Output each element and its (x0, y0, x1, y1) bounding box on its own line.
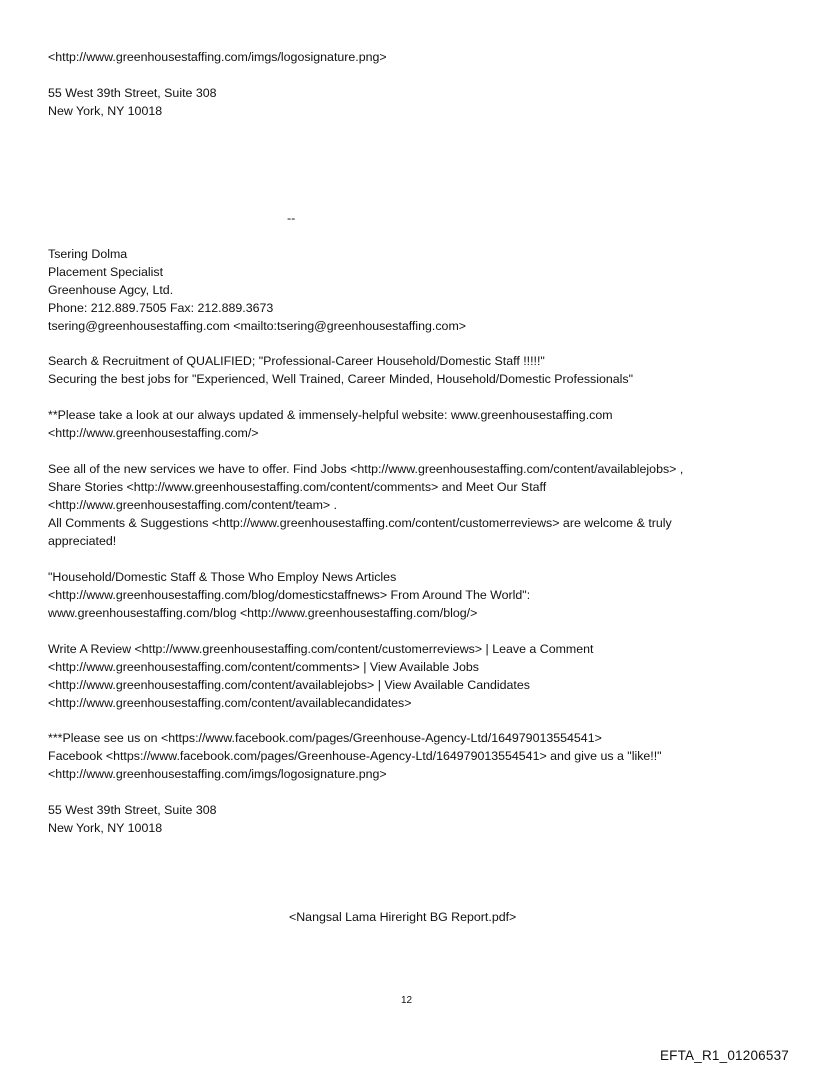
facebook-line-1: ***Please see us on <https://www.facebook.com/pages/Greenhouse-Agency-Ltd/164979013554541> (48, 731, 602, 745)
logo-link-text: <http://www.greenhousestaffing.com/imgs/logosignature.png> (48, 50, 387, 64)
tagline-line-2: Securing the best jobs for "Experienced, Well Trained, Career Minded, Household/Domestic Professionals" (48, 372, 634, 386)
links-line-4: <http://www.greenhousestaffing.com/content/availablecandidates> (48, 696, 412, 710)
signature-email: tsering@greenhousestaffing.com <mailto:tsering@greenhousestaffing.com> (48, 319, 466, 333)
signature-phone-fax: Phone: 212.889.7505 Fax: 212.889.3673 (48, 301, 274, 315)
tagline-line-1: Search & Recruitment of QUALIFIED; "Professional-Career Household/Domestic Staff !!!!!" (48, 354, 545, 368)
signature-name: Tsering Dolma (48, 247, 128, 261)
signature-separator: -- (287, 211, 296, 225)
attachment-name: <Nangsal Lama Hireright BG Report.pdf> (289, 910, 517, 924)
document-id-footer: EFTA_R1_01206537 (659, 1048, 789, 1063)
services-line-5: appreciated! (48, 534, 117, 548)
facebook-line-3: <http://www.greenhousestaffing.com/imgs/logosignature.png> (48, 767, 387, 781)
address-line-2: New York, NY 10018 (48, 104, 163, 118)
website-line-2: <http://www.greenhousestaffing.com/> (48, 426, 259, 440)
news-line-1: "Household/Domestic Staff & Those Who Employ News Articles (48, 570, 397, 584)
bottom-address-line-2: New York, NY 10018 (48, 821, 163, 835)
signature-title: Placement Specialist (48, 265, 164, 279)
news-line-2: <http://www.greenhousestaffing.com/blog/domesticstaffnews> From Around The World": (48, 588, 531, 602)
services-line-4: All Comments & Suggestions <http://www.greenhousestaffing.com/content/customerreviews> are welcome & truly (48, 516, 672, 530)
page-number: 12 (401, 995, 413, 1006)
bottom-address-line-1: 55 West 39th Street, Suite 308 (48, 803, 217, 817)
services-line-3: <http://www.greenhousestaffing.com/content/team> . (48, 498, 338, 512)
links-line-3: <http://www.greenhousestaffing.com/content/availablejobs> | View Available Candidates (48, 678, 530, 692)
facebook-line-2: Facebook <https://www.facebook.com/pages/Greenhouse-Agency-Ltd/164979013554541> and give us a "like!!" (48, 749, 662, 763)
address-line-1: 55 West 39th Street, Suite 308 (48, 86, 217, 100)
services-line-1: See all of the new services we have to offer. Find Jobs <http://www.greenhousestaffing.com/content/availablejobs> , (48, 462, 684, 476)
links-line-1: Write A Review <http://www.greenhousestaffing.com/content/customerreviews> | Leave a Comment (48, 642, 594, 656)
news-line-3: www.greenhousestaffing.com/blog <http://www.greenhousestaffing.com/blog/> (48, 606, 478, 620)
signature-company: Greenhouse Agcy, Ltd. (48, 283, 174, 297)
links-line-2: <http://www.greenhousestaffing.com/content/comments> | View Available Jobs (48, 660, 479, 674)
website-line-1: **Please take a look at our always updated & immensely-helpful website: www.greenhousestaffing.com (48, 408, 613, 422)
services-line-2: Share Stories <http://www.greenhousestaffing.com/content/comments> and Meet Our Staff (48, 480, 547, 494)
